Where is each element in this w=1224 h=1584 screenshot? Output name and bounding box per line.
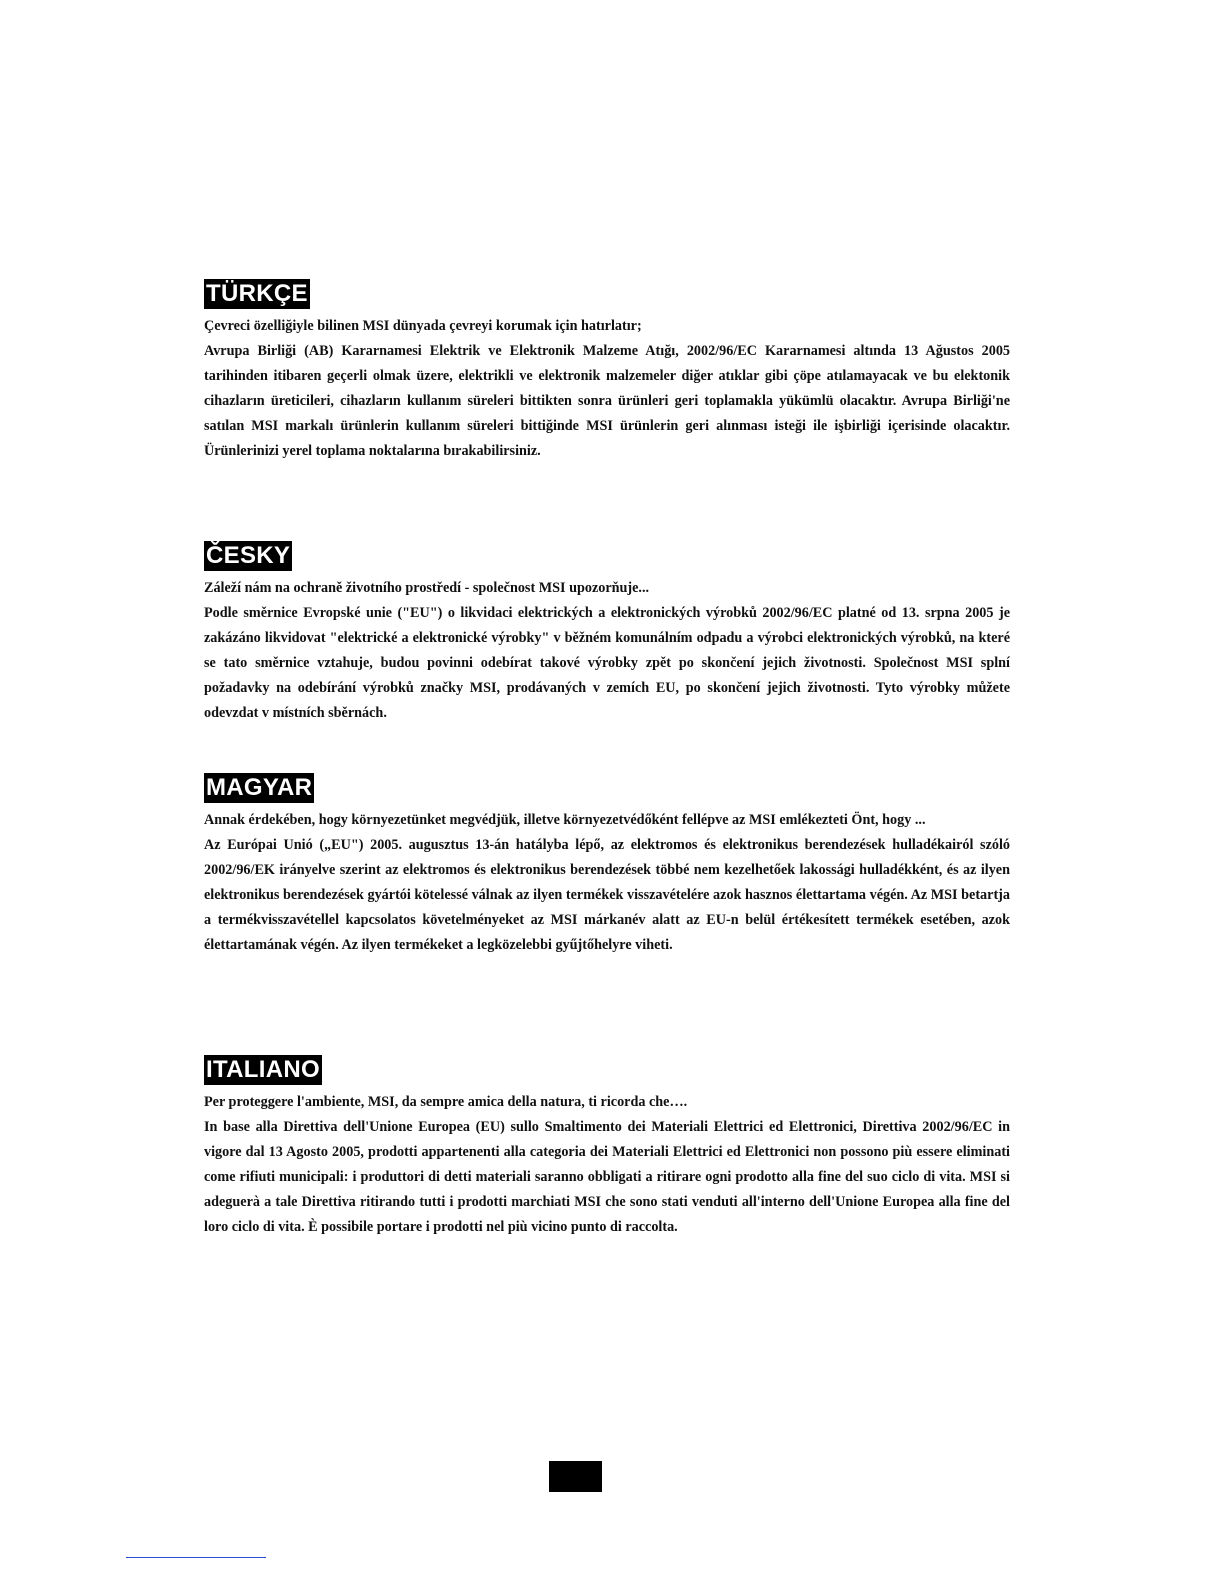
- section-body: Podle směrnice Evropské unie ("EU") o likvidaci elektrických a elektronických výrobků 2002/96/EC platné od 13. srpna 2005 je zakázáno likvidovat "elektrické a elektronické výrobky" v běžném komunálním odpadu a výrobci elektronických výrobků, na které se tato směrnice vztahuje, budou povinni odebírat takové výrobky zpět po skončení jejich životnosti. Společnost MSI splní požadavky na odebírání výrobků značky MSI, prodávaných v zemích EU, po skončení jejich životnosti. Tyto výrobky můžete odevzdat v místních sběrnách.: [204, 605, 1010, 721]
- section-intro: Annak érdekében, hogy környezetünket megvédjük, illetve környezetvédőként fellépve az MSI emlékezteti Önt, hogy ...: [204, 812, 926, 828]
- section-intro: Çevreci özelliğiyle bilinen MSI dünyada çevreyi korumak için hatırlatır;: [204, 318, 642, 334]
- section-turkce: [204, 279, 1010, 464]
- section-heading: ITALIANO: [206, 1056, 320, 1083]
- section-cesky: [204, 541, 1010, 726]
- page-number-box: [549, 1461, 602, 1492]
- section-intro: Per proteggere l'ambiente, MSI, da sempre amica della natura, ti ricorda che….: [204, 1094, 688, 1110]
- section-body: In base alla Direttiva dell'Unione Europea (EU) sullo Smaltimento dei Materiali Elettrici ed Elettronici, Direttiva 2002/96/EC in vigore dal 13 Agosto 2005, prodotti appartenenti alla categoria dei Materiali Elettrici ed Elettronici non possono più essere eliminati come rifiuti municipali: i produttori di detti materiali saranno obbligati a ritirare ogni prodotto alla fine del suo ciclo di vita. MSI si adeguerà a tale Direttiva ritirando tutti i prodotti marchiati MSI che sono stati venduti all'interno dell'Unione Europea alla fine del loro ciclo di vita. È possibile portare i prodotti nel più vicino punto di raccolta.: [204, 1119, 1010, 1235]
- section-heading: TÜRKÇE: [206, 280, 308, 307]
- section-heading: MAGYAR: [206, 774, 313, 801]
- section-heading: ČESKY: [206, 542, 291, 569]
- section-intro: Záleží nám na ochraně životního prostředí - společnost MSI upozorňuje...: [204, 580, 650, 596]
- footer-rule: [126, 1557, 266, 1558]
- section-magyar: [204, 773, 1010, 958]
- section-body: Avrupa Birliği (AB) Kararnamesi Elektrik ve Elektronik Malzeme Atığı, 2002/96/EC Kararnamesi altında 13 Ağustos 2005 tarihinden itibaren geçerli olmak üzere, elektrikli ve elektronik malzemeler diğer atıklar gibi çöpe atılamayacak ve bu elektonik cihazların üreticileri, cihazların kullanım süreleri bittikten sonra ürünleri geri toplamakla yükümlü olacaktır. Avrupa Birliği'ne satılan MSI markalı ürünlerin kullanım süreleri bittiğinde MSI ürünlerin geri alınması isteği ile işbirliği içerisinde olacaktır. Ürünlerinizi yerel toplama noktalarına bırakabilirsiniz.: [204, 343, 1010, 459]
- section-italiano: [204, 1055, 1010, 1240]
- section-body: Az Európai Unió („EU") 2005. augusztus 13-án hatályba lépő, az elektromos és elektronikus berendezések hulladékairól szóló 2002/96/EK irányelve szerint az elektromos és elektronikus berendezések többé nem kezelhetőek lakossági hulladékként, és az ilyen elektronikus berendezések gyártói kötelessé válnak az ilyen termékek visszavételére azok hasznos élettartama végén. Az MSI betartja a termékvisszavétellel kapcsolatos követelményeket az MSI márkanév alatt az EU-n belül értékesített termékek esetében, azok élettartamának végén. Az ilyen termékeket a legközelebbi gyűjtőhelyre viheti.: [204, 837, 1010, 953]
